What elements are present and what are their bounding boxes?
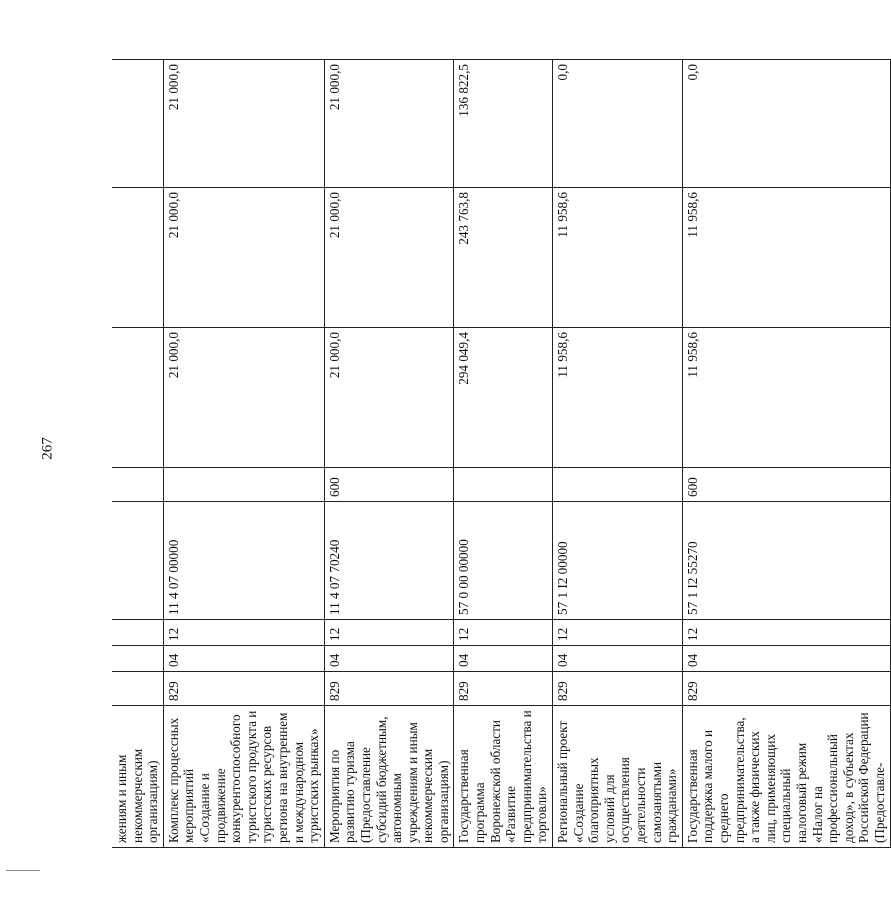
- row-vr: 600: [324, 468, 454, 502]
- row-pr: [112, 620, 163, 646]
- row-year3: [112, 60, 163, 188]
- row-year2: [112, 188, 163, 328]
- row-year2: 243 763,8: [454, 188, 553, 328]
- row-name: Региональный проект «Создание благоприятных условий для осуществления деятельности самозанятыми гражданами»: [553, 706, 683, 848]
- row-rz: 04: [454, 646, 553, 672]
- row-adm: 829: [454, 672, 553, 706]
- row-vr: 600: [682, 468, 890, 502]
- row-year2: 11 958,6: [553, 188, 683, 328]
- row-vr: [112, 468, 163, 502]
- row-name: Государственная программа Воронежской области «Развитие предпринимательства и торговли»: [454, 706, 553, 848]
- row-name: Комплекс процессных мероприятий «Создание и продвижение конкурентоспособного туристского продукта и туристских ресурсов региона на внутреннем и международном туристских рынках»: [163, 706, 324, 848]
- row-rz: 04: [553, 646, 683, 672]
- footer-divider: [6, 870, 40, 871]
- row-csr: 57 1 I2 00000: [553, 502, 683, 620]
- row-year2: 21 000,0: [324, 188, 454, 328]
- row-year3: 21 000,0: [163, 60, 324, 188]
- row-year1: 21 000,0: [163, 328, 324, 468]
- row-year2: 11 958,6: [682, 188, 890, 328]
- row-name: Государственная поддержка малого и среднего предпринимательства, а также физических лиц, применяющих специальный налоговый режим «Налог на профессиональный доход», в субъектах Российской Федерации (Предоставле-: [682, 706, 890, 848]
- page-number: 267: [39, 437, 56, 460]
- row-year3: 0,0: [553, 60, 683, 188]
- row-vr: [553, 468, 683, 502]
- row-pr: 12: [163, 620, 324, 646]
- row-csr: 57 0 00 00000: [454, 502, 553, 620]
- budget-table: [112, 59, 891, 848]
- row-year1: 11 958,6: [682, 328, 890, 468]
- row-pr: 12: [324, 620, 454, 646]
- table-row: [553, 60, 683, 848]
- row-year1: 11 958,6: [553, 328, 683, 468]
- row-csr: [112, 502, 163, 620]
- row-year1: 21 000,0: [324, 328, 454, 468]
- row-adm: [112, 672, 163, 706]
- row-name: жениям и иным некоммерческим организациям): [112, 706, 163, 848]
- row-pr: 12: [553, 620, 683, 646]
- row-adm: 829: [324, 672, 454, 706]
- row-rz: 04: [324, 646, 454, 672]
- row-pr: 12: [454, 620, 553, 646]
- row-rz: 04: [682, 646, 890, 672]
- row-vr: [454, 468, 553, 502]
- row-year1: [112, 328, 163, 468]
- row-year2: 21 000,0: [163, 188, 324, 328]
- table-row: [163, 60, 324, 848]
- row-adm: 829: [163, 672, 324, 706]
- row-rz: 04: [163, 646, 324, 672]
- row-name: Мероприятия по развитию туризма (Предоставление субсидий бюджетным, автономным учреждениям и иным некоммерческим организациям): [324, 706, 454, 848]
- row-year3: 0,0: [682, 60, 890, 188]
- row-rz: [112, 646, 163, 672]
- row-year1: 294 049,4: [454, 328, 553, 468]
- table-row: [112, 60, 163, 848]
- table-row: [682, 60, 890, 848]
- row-adm: 829: [553, 672, 683, 706]
- row-year3: 136 822,5: [454, 60, 553, 188]
- row-pr: 12: [682, 620, 890, 646]
- row-vr: [163, 468, 324, 502]
- table-row: [454, 60, 553, 848]
- row-adm: 829: [682, 672, 890, 706]
- row-csr: 57 1 I2 55270: [682, 502, 890, 620]
- row-csr: 11 4 07 70240: [324, 502, 454, 620]
- row-csr: 11 4 07 00000: [163, 502, 324, 620]
- rotated-document: [112, 60, 887, 848]
- row-year3: 21 000,0: [324, 60, 454, 188]
- table-row: [324, 60, 454, 848]
